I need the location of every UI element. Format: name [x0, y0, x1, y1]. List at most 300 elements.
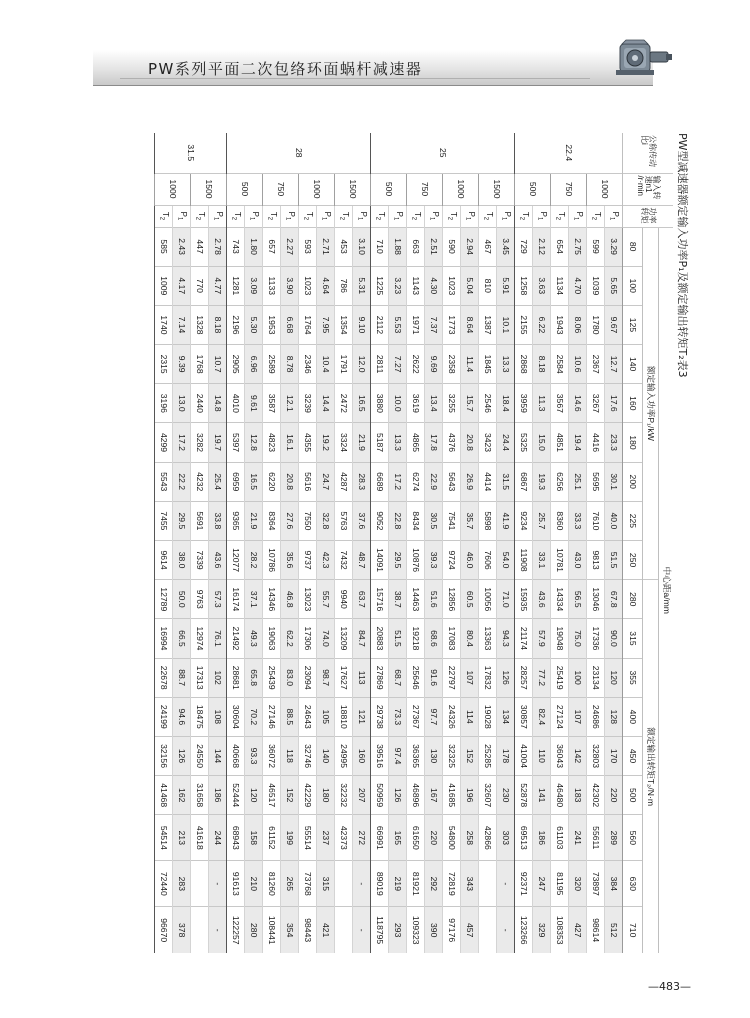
power-value-cell: 38.7 — [389, 580, 407, 619]
power-value-cell: 51.5 — [605, 541, 623, 580]
torque-value-cell: 5643 — [443, 462, 461, 501]
table-row-power — [605, 133, 623, 953]
torque-value-cell: 36072 — [263, 736, 281, 775]
power-value-cell: 162 — [173, 776, 191, 815]
power-value-cell: 128 — [605, 697, 623, 736]
torque-value-cell: 5397 — [227, 423, 245, 462]
table-row-power — [569, 133, 587, 953]
power-value-cell: 43.6 — [533, 580, 551, 619]
power-value-cell: 66.5 — [173, 619, 191, 658]
power-value-cell: 29.5 — [173, 501, 191, 540]
symbol-subscript: 2 — [554, 216, 561, 221]
torque-label: 额定输出转矩T₂/N·m — [643, 580, 659, 953]
power-value-cell: 20.8 — [461, 423, 479, 462]
torque-value-cell: 7339 — [191, 541, 209, 580]
torque-value-cell: 6256 — [551, 462, 569, 501]
torque-value-cell: 1943 — [551, 305, 569, 344]
power-value-cell: 10.4 — [317, 345, 335, 384]
torque-value-cell: 92371 — [515, 861, 533, 907]
torque-symbol — [443, 205, 461, 227]
torque-value-cell: 599 — [587, 227, 605, 266]
symbol-subscript: 2 — [518, 216, 525, 221]
torque-value-cell: 2346 — [299, 345, 317, 384]
torque-value-cell: 2196 — [227, 305, 245, 344]
torque-value-cell: 786 — [335, 266, 353, 305]
torque-value-cell: 2440 — [191, 384, 209, 423]
power-symbol — [569, 205, 587, 227]
torque-value-cell: 32232 — [335, 776, 353, 815]
symbol-subscript: 2 — [302, 216, 309, 221]
torque-value-cell: 32325 — [443, 736, 461, 775]
power-value-cell: 329 — [533, 907, 551, 953]
torque-value-cell: 657 — [263, 227, 281, 266]
power-value-cell: 21.9 — [353, 423, 371, 462]
center-distance-cell: 125 — [623, 305, 643, 344]
speed-cell: 500 — [227, 173, 263, 205]
power-value-cell: 12.0 — [353, 345, 371, 384]
torque-symbol — [551, 205, 569, 227]
torque-value-cell: 6689 — [371, 462, 389, 501]
torque-value-cell: 2472 — [335, 384, 353, 423]
symbol-subscript: 2 — [590, 216, 597, 221]
power-value-cell: 38.0 — [173, 541, 191, 580]
torque-value-cell: 4232 — [191, 462, 209, 501]
symbol-letter: T — [161, 211, 171, 217]
torque-value-cell: 81195 — [551, 861, 569, 907]
torque-symbol — [263, 205, 281, 227]
torque-value-cell: 593 — [299, 227, 317, 266]
symbol-letter: T — [485, 211, 495, 217]
torque-value-cell: 89019 — [371, 861, 389, 907]
power-value-cell: 4.17 — [173, 266, 191, 305]
torque-value-cell: 4865 — [407, 423, 425, 462]
table-row-power — [497, 133, 515, 953]
power-value-cell: 23.3 — [605, 423, 623, 462]
torque-value-cell: 7610 — [587, 501, 605, 540]
torque-value-cell: 13209 — [335, 619, 353, 658]
torque-value-cell: 3587 — [263, 384, 281, 423]
spec-table — [155, 133, 674, 953]
torque-value-cell: 19218 — [407, 619, 425, 658]
center-distance-cell: 200 — [623, 462, 643, 501]
torque-value-cell: 32803 — [587, 736, 605, 775]
power-value-cell: 68.7 — [389, 658, 407, 697]
torque-value-cell: 729 — [515, 227, 533, 266]
torque-value-cell: 24686 — [587, 697, 605, 736]
torque-value-cell: 42866 — [479, 815, 497, 861]
power-symbol — [605, 205, 623, 227]
speed-cell: 500 — [515, 173, 551, 205]
torque-symbol — [335, 205, 353, 227]
center-distance-cell: 180 — [623, 423, 643, 462]
torque-value-cell: 1039 — [587, 266, 605, 305]
power-value-cell: 113 — [353, 658, 371, 697]
torque-symbol — [155, 205, 173, 227]
torque-value-cell: 21492 — [227, 619, 245, 658]
power-value-cell: 21.9 — [245, 501, 263, 540]
torque-value-cell: 1134 — [551, 266, 569, 305]
power-value-cell: 12.7 — [605, 345, 623, 384]
torque-value-cell: 25285 — [479, 736, 497, 775]
power-value-cell: 4.77 — [209, 266, 227, 305]
reducer-illustration — [614, 30, 674, 80]
power-value-cell: 186 — [533, 815, 551, 861]
power-value-cell: 15.0 — [533, 423, 551, 462]
torque-value-cell: 19048 — [551, 619, 569, 658]
power-value-cell: 289 — [605, 815, 623, 861]
torque-value-cell: 42373 — [335, 815, 353, 861]
symbol-subscript: 1 — [464, 217, 471, 221]
power-value-cell: 19.7 — [209, 423, 227, 462]
power-value-cell: 160 — [353, 736, 371, 775]
torque-value-cell: 3282 — [191, 423, 209, 462]
power-value-cell: 19.4 — [569, 423, 587, 462]
power-value-cell: 114 — [461, 697, 479, 736]
power-value-cell: 13.4 — [425, 384, 443, 423]
power-symbol — [533, 205, 551, 227]
power-value-cell: 48.7 — [353, 541, 371, 580]
torque-value-cell: 29738 — [371, 697, 389, 736]
power-value-cell: 158 — [245, 815, 263, 861]
center-distance-cell: 250 — [623, 541, 643, 580]
symbol-subscript: 1 — [608, 217, 615, 221]
table-row-power — [389, 133, 407, 953]
torque-value-cell: 14334 — [551, 580, 569, 619]
torque-value-cell: 1768 — [191, 345, 209, 384]
symbol-subscript: 1 — [392, 217, 399, 221]
center-distance-cell: 560 — [623, 815, 643, 861]
torque-value-cell: 98443 — [299, 907, 317, 953]
power-value-cell: 22.2 — [173, 462, 191, 501]
power-value-cell: 7.27 — [389, 345, 407, 384]
torque-value-cell: 663 — [407, 227, 425, 266]
torque-value-cell: 5325 — [515, 423, 533, 462]
power-value-cell: 219 — [389, 861, 407, 907]
power-value-cell: 30.1 — [605, 462, 623, 501]
torque-symbol — [587, 205, 605, 227]
torque-value-cell: 41468 — [155, 776, 173, 815]
table-row-torque — [479, 133, 497, 953]
torque-value-cell: 61650 — [407, 815, 425, 861]
power-value-cell: 2.78 — [209, 227, 227, 266]
power-value-cell: 77.2 — [533, 658, 551, 697]
power-value-cell: 3.63 — [533, 266, 551, 305]
power-value-cell: 98.7 — [317, 658, 335, 697]
power-value-cell: 16.5 — [245, 462, 263, 501]
torque-value-cell: 2622 — [407, 345, 425, 384]
power-value-cell: 5.04 — [461, 266, 479, 305]
power-label: 额定输入功率P₁/kW — [643, 227, 659, 580]
torque-value-cell: 7541 — [443, 501, 461, 540]
torque-value-cell: 1281 — [227, 266, 245, 305]
power-symbol — [497, 205, 515, 227]
ratio-cell: 28 — [227, 133, 371, 173]
torque-value-cell: 7550 — [299, 501, 317, 540]
speed-cell: 1000 — [155, 173, 191, 205]
power-value-cell: 167 — [425, 776, 443, 815]
torque-value-cell: 14091 — [371, 541, 389, 580]
torque-value-cell: 23134 — [587, 658, 605, 697]
power-value-cell: 76.1 — [209, 619, 227, 658]
torque-value-cell: 453 — [335, 227, 353, 266]
table-row-power — [425, 133, 443, 953]
power-value-cell: 142 — [569, 736, 587, 775]
power-value-cell: 5.31 — [353, 266, 371, 305]
torque-value-cell: 4414 — [479, 462, 497, 501]
power-value-cell: 63.7 — [353, 580, 371, 619]
torque-value-cell: 3239 — [299, 384, 317, 423]
symbol-letter: T — [449, 211, 459, 217]
symbol-subscript: 1 — [536, 217, 543, 221]
torque-symbol — [227, 205, 245, 227]
power-value-cell: 94.6 — [173, 697, 191, 736]
torque-value-cell: 46517 — [263, 776, 281, 815]
power-value-cell: 26.9 — [461, 462, 479, 501]
power-value-cell: 3.23 — [389, 266, 407, 305]
torque-value-cell: 30604 — [227, 697, 245, 736]
torque-value-cell: 14346 — [263, 580, 281, 619]
torque-value-cell: 1328 — [191, 305, 209, 344]
torque-value-cell: 5691 — [191, 501, 209, 540]
torque-value-cell: 2905 — [227, 345, 245, 384]
power-value-cell: 7.95 — [317, 305, 335, 344]
torque-value-cell: 2589 — [263, 345, 281, 384]
power-value-cell: 390 — [425, 907, 443, 953]
center-distance-cell: 140 — [623, 345, 643, 384]
torque-value-cell: 3567 — [551, 384, 569, 423]
torque-value-cell: 5695 — [587, 462, 605, 501]
power-value-cell: 37.1 — [245, 580, 263, 619]
table-row-torque — [227, 133, 245, 953]
power-value-cell: 9.10 — [353, 305, 371, 344]
symbol-letter: T — [557, 211, 567, 217]
torque-value-cell: 654 — [551, 227, 569, 266]
power-value-cell: 152 — [461, 736, 479, 775]
power-value-cell: 97.4 — [389, 736, 407, 775]
torque-value-cell: 3423 — [479, 423, 497, 462]
power-value-cell: 93.3 — [245, 736, 263, 775]
torque-value-cell: 1791 — [335, 345, 353, 384]
torque-value-cell: 12856 — [443, 580, 461, 619]
symbol-subscript: 2 — [158, 216, 165, 221]
torque-value-cell: 66991 — [371, 815, 389, 861]
power-value-cell: 13.0 — [173, 384, 191, 423]
torque-value-cell: 467 — [479, 227, 497, 266]
torque-value-cell: 4010 — [227, 384, 245, 423]
torque-value-cell: 24995 — [335, 736, 353, 775]
power-value-cell: 28.2 — [245, 541, 263, 580]
power-value-cell: 25.1 — [569, 462, 587, 501]
torque-value-cell: 9940 — [335, 580, 353, 619]
torque-value-cell: 15716 — [371, 580, 389, 619]
torque-value-cell — [191, 861, 209, 907]
power-value-cell: 303 — [497, 815, 515, 861]
power-value-cell: 39.3 — [425, 541, 443, 580]
torque-value-cell: 22797 — [443, 658, 461, 697]
power-value-cell: - — [497, 907, 515, 953]
torque-value-cell: 6867 — [515, 462, 533, 501]
torque-value-cell: 4416 — [587, 423, 605, 462]
torque-value-cell: 4376 — [443, 423, 461, 462]
symbol-subscript: 1 — [428, 217, 435, 221]
page-number: —483— — [648, 980, 691, 993]
center-distance-cell: 315 — [623, 619, 643, 658]
torque-value-cell: 17627 — [335, 658, 353, 697]
power-value-cell: 144 — [209, 736, 227, 775]
symbol-subscript: 1 — [176, 217, 183, 221]
torque-value-cell: 41685 — [443, 776, 461, 815]
power-value-cell: 3.29 — [605, 227, 623, 266]
torque-value-cell: 2112 — [371, 305, 389, 344]
torque-value-cell: 13363 — [479, 619, 497, 658]
table-row-torque — [263, 133, 281, 953]
symbol-letter: T — [377, 211, 387, 217]
torque-value-cell: 6220 — [263, 462, 281, 501]
power-value-cell: 320 — [569, 861, 587, 907]
power-value-cell: 83.0 — [281, 658, 299, 697]
power-value-cell: 14.6 — [569, 384, 587, 423]
power-value-cell: 2.43 — [173, 227, 191, 266]
col-sym-header: 功率转矩 — [623, 205, 673, 227]
power-value-cell: 120 — [245, 776, 263, 815]
power-value-cell: - — [209, 907, 227, 953]
torque-value-cell: 73897 — [587, 861, 605, 907]
symbol-subscript: 1 — [248, 217, 255, 221]
torque-value-cell: 13046 — [587, 580, 605, 619]
power-value-cell: 134 — [497, 697, 515, 736]
torque-value-cell: 21174 — [515, 619, 533, 658]
symbol-letter: P — [323, 211, 333, 217]
power-value-cell: 12.1 — [281, 384, 299, 423]
power-value-cell: 8.18 — [533, 345, 551, 384]
symbol-letter: P — [575, 211, 585, 217]
torque-value-cell: 8360 — [551, 501, 569, 540]
power-value-cell: 384 — [605, 861, 623, 907]
torque-symbol — [299, 205, 317, 227]
torque-value-cell: 6959 — [227, 462, 245, 501]
torque-value-cell: 2868 — [515, 345, 533, 384]
symbol-subscript: 1 — [356, 217, 363, 221]
symbol-subscript: 2 — [446, 216, 453, 221]
power-value-cell: 5.53 — [389, 305, 407, 344]
torque-value-cell: 710 — [371, 227, 389, 266]
power-value-cell: 196 — [461, 776, 479, 815]
power-value-cell: 94.3 — [497, 619, 515, 658]
torque-value-cell: 1009 — [155, 266, 173, 305]
table-row-torque — [371, 133, 389, 953]
power-value-cell: 237 — [317, 815, 335, 861]
power-value-cell: 17.6 — [605, 384, 623, 423]
power-value-cell: 354 — [281, 907, 299, 953]
power-value-cell: 25.4 — [209, 462, 227, 501]
torque-value-cell: 585 — [155, 227, 173, 266]
power-value-cell: 57.9 — [533, 619, 551, 658]
power-value-cell: 165 — [389, 815, 407, 861]
power-value-cell: 244 — [209, 815, 227, 861]
torque-value-cell: 17083 — [443, 619, 461, 658]
power-value-cell: 49.3 — [245, 619, 263, 658]
torque-value-cell: 2358 — [443, 345, 461, 384]
symbol-subscript: 2 — [482, 216, 489, 221]
power-value-cell: 13.3 — [389, 423, 407, 462]
power-value-cell: 3.90 — [281, 266, 299, 305]
power-value-cell: 35.6 — [281, 541, 299, 580]
power-value-cell: 90.0 — [605, 619, 623, 658]
symbol-letter: T — [197, 211, 207, 217]
torque-value-cell: 118795 — [371, 907, 389, 953]
torque-value-cell: 11908 — [515, 541, 533, 580]
torque-value-cell: 4851 — [551, 423, 569, 462]
torque-value-cell: 9052 — [371, 501, 389, 540]
torque-value-cell: 81921 — [407, 861, 425, 907]
power-value-cell: 107 — [461, 658, 479, 697]
power-value-cell: 180 — [317, 776, 335, 815]
power-value-cell: 4.30 — [425, 266, 443, 305]
torque-value-cell: 23094 — [299, 658, 317, 697]
power-symbol — [317, 205, 335, 227]
torque-value-cell: 10786 — [263, 541, 281, 580]
symbol-letter: P — [179, 211, 189, 217]
torque-value-cell: 54514 — [155, 815, 173, 861]
power-value-cell: 88.7 — [173, 658, 191, 697]
torque-value-cell: 8364 — [263, 501, 281, 540]
symbol-subscript: 2 — [374, 216, 381, 221]
power-value-cell: 7.37 — [425, 305, 443, 344]
power-value-cell: 74.0 — [317, 619, 335, 658]
power-value-cell: 2.12 — [533, 227, 551, 266]
table-row-power — [317, 133, 335, 953]
center-distance-cell: 280 — [623, 580, 643, 619]
power-value-cell: 14.8 — [209, 384, 227, 423]
power-value-cell: 62.2 — [281, 619, 299, 658]
symbol-letter: P — [287, 211, 297, 217]
power-value-cell: 84.7 — [353, 619, 371, 658]
power-value-cell: 170 — [605, 736, 623, 775]
torque-value-cell: 9614 — [155, 541, 173, 580]
torque-value-cell: 1780 — [587, 305, 605, 344]
torque-value-cell: 5187 — [371, 423, 389, 462]
power-symbol — [389, 205, 407, 227]
torque-value-cell: 7606 — [479, 541, 497, 580]
torque-value-cell: 12077 — [227, 541, 245, 580]
torque-value-cell: 3324 — [335, 423, 353, 462]
torque-value-cell: 25439 — [263, 658, 281, 697]
symbol-subscript: 1 — [572, 217, 579, 221]
center-distance-cell: 500 — [623, 776, 643, 815]
power-value-cell: 55.7 — [317, 580, 335, 619]
power-value-cell: 3.10 — [353, 227, 371, 266]
symbol-subscript: 2 — [410, 216, 417, 221]
torque-value-cell: 61152 — [263, 815, 281, 861]
power-value-cell: 210 — [245, 861, 263, 907]
power-value-cell: 56.5 — [569, 580, 587, 619]
power-value-cell: 107 — [569, 697, 587, 736]
power-value-cell: 272 — [353, 815, 371, 861]
torque-value-cell: 25419 — [551, 658, 569, 697]
torque-value-cell: 9813 — [587, 541, 605, 580]
power-value-cell: 10.7 — [209, 345, 227, 384]
power-value-cell: 421 — [317, 907, 335, 953]
power-value-cell: 4.70 — [569, 266, 587, 305]
power-value-cell: 265 — [281, 861, 299, 907]
power-value-cell: 8.18 — [209, 305, 227, 344]
symbol-letter: T — [593, 211, 603, 217]
torque-value-cell: 1764 — [299, 305, 317, 344]
power-value-cell: 22.9 — [425, 462, 443, 501]
center-distance-cell: 630 — [623, 861, 643, 907]
power-value-cell: 16.5 — [353, 384, 371, 423]
torque-value-cell: 40668 — [227, 736, 245, 775]
